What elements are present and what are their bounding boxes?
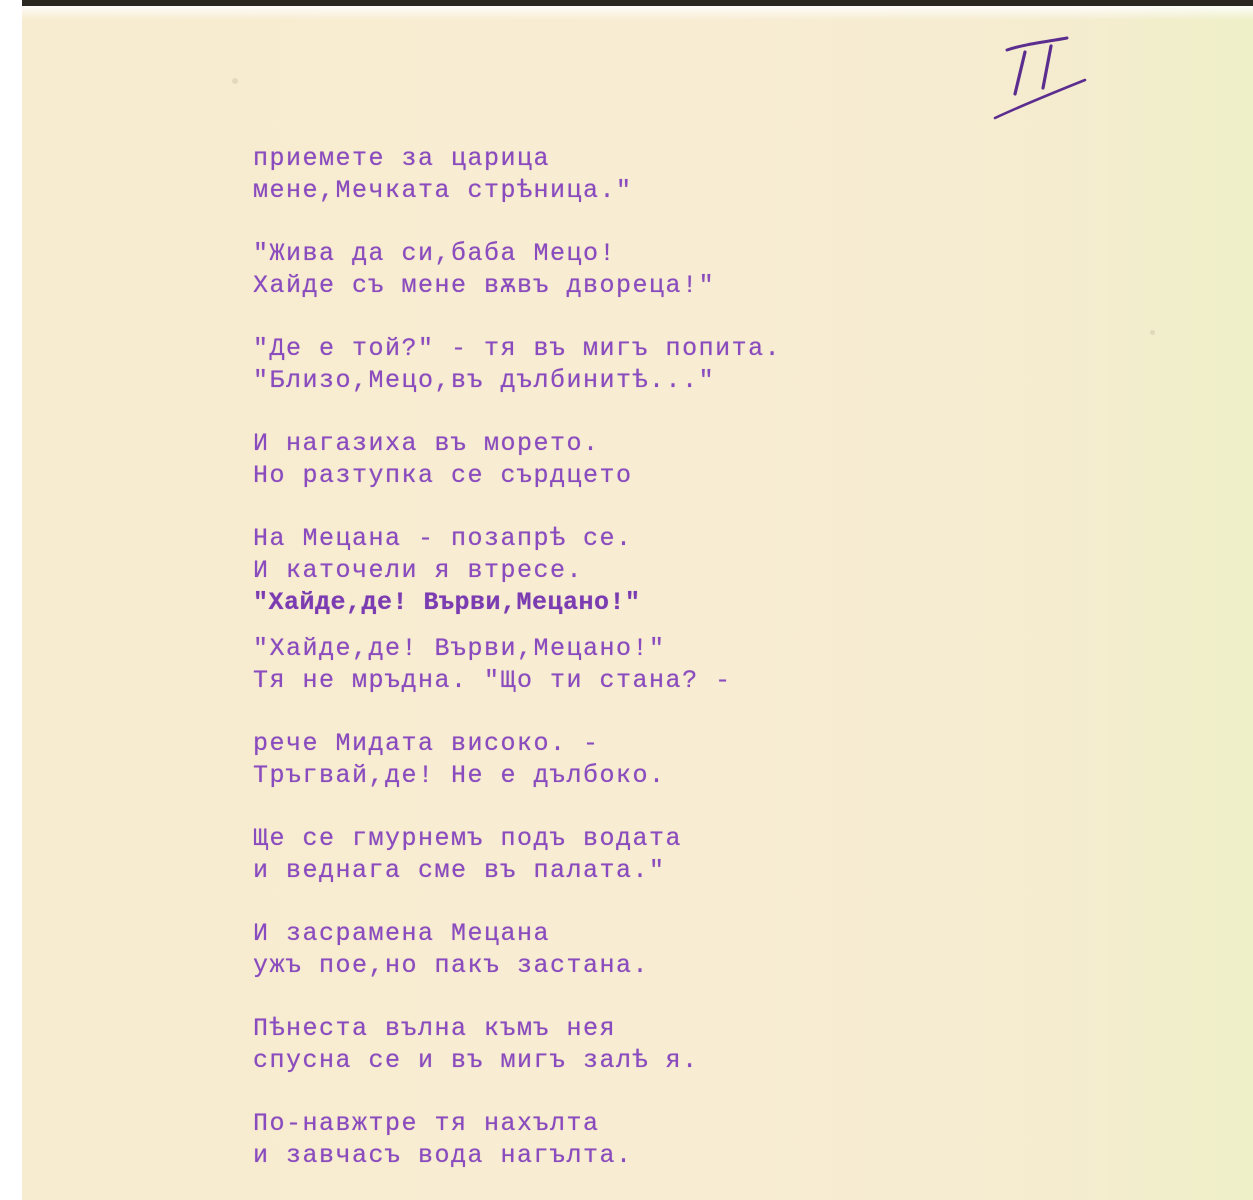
stanza <box>253 333 953 397</box>
stanza <box>253 428 953 492</box>
stanza <box>253 143 953 207</box>
poem-line: ужъ пое,но пакъ застана. <box>253 951 650 980</box>
poem-line: Тя не мръдна. "Що ти стана? - <box>253 666 732 695</box>
poem-line: И нагазиха въ морето. <box>253 429 600 458</box>
poem-line: И каточели я втресе. <box>253 556 584 585</box>
poem-line: На Мецана - позапрѣ се. <box>253 524 633 553</box>
poem-line: Хайде съ мене вѫвъ двореца!" <box>253 271 716 300</box>
stanza <box>253 633 953 697</box>
poem-line: Ще се гмурнемъ подъ водата <box>253 824 683 853</box>
stanza <box>253 1108 953 1172</box>
poem-line: рече Мидата високо. - <box>253 729 600 758</box>
poem-line: спусна се и въ мигъ залѣ я. <box>253 1046 699 1075</box>
stanza <box>253 1013 953 1077</box>
poem-line: "Де е той?" - тя въ мигъ попита. <box>253 334 782 363</box>
paper-edge <box>22 6 1253 20</box>
poem-line: Но разтупка се сърдцето <box>253 461 633 490</box>
poem-line: и завчасъ вода нагълта. <box>253 1141 633 1170</box>
poem-line: мене,Мечката стрѣница." <box>253 176 633 205</box>
page-number-handwritten <box>985 22 1095 132</box>
poem-line: Тръгвай,де! Не е дълбоко. <box>253 761 666 790</box>
poem-line: И засрамена Мецана <box>253 919 551 948</box>
poem-line: Пѣнеста вълна къмъ нея <box>253 1014 617 1043</box>
struck-out-line: "Хайде,де! Върви,Мецано!" <box>253 588 641 617</box>
poem-line: и веднага сме въ палата." <box>253 856 666 885</box>
poem-line: "Близо,Мецо,въ дълбинитѣ..." <box>253 366 716 395</box>
stanza <box>253 523 953 619</box>
poem-text <box>253 143 953 1172</box>
paper-spot <box>232 78 238 84</box>
stanza <box>253 918 953 982</box>
poem-line: "Жива да си,баба Мецо! <box>253 239 617 268</box>
poem-line: приемете за царица <box>253 144 551 173</box>
scan-left-margin <box>0 0 22 1200</box>
poem-line: "Хайде,де! Върви,Мецано!" <box>253 634 666 663</box>
poem-line: По-навжтре тя нахълта <box>253 1109 600 1138</box>
stanza <box>253 728 953 792</box>
stanza <box>253 238 953 302</box>
stanza <box>253 823 953 887</box>
paper-spot <box>1150 330 1155 335</box>
